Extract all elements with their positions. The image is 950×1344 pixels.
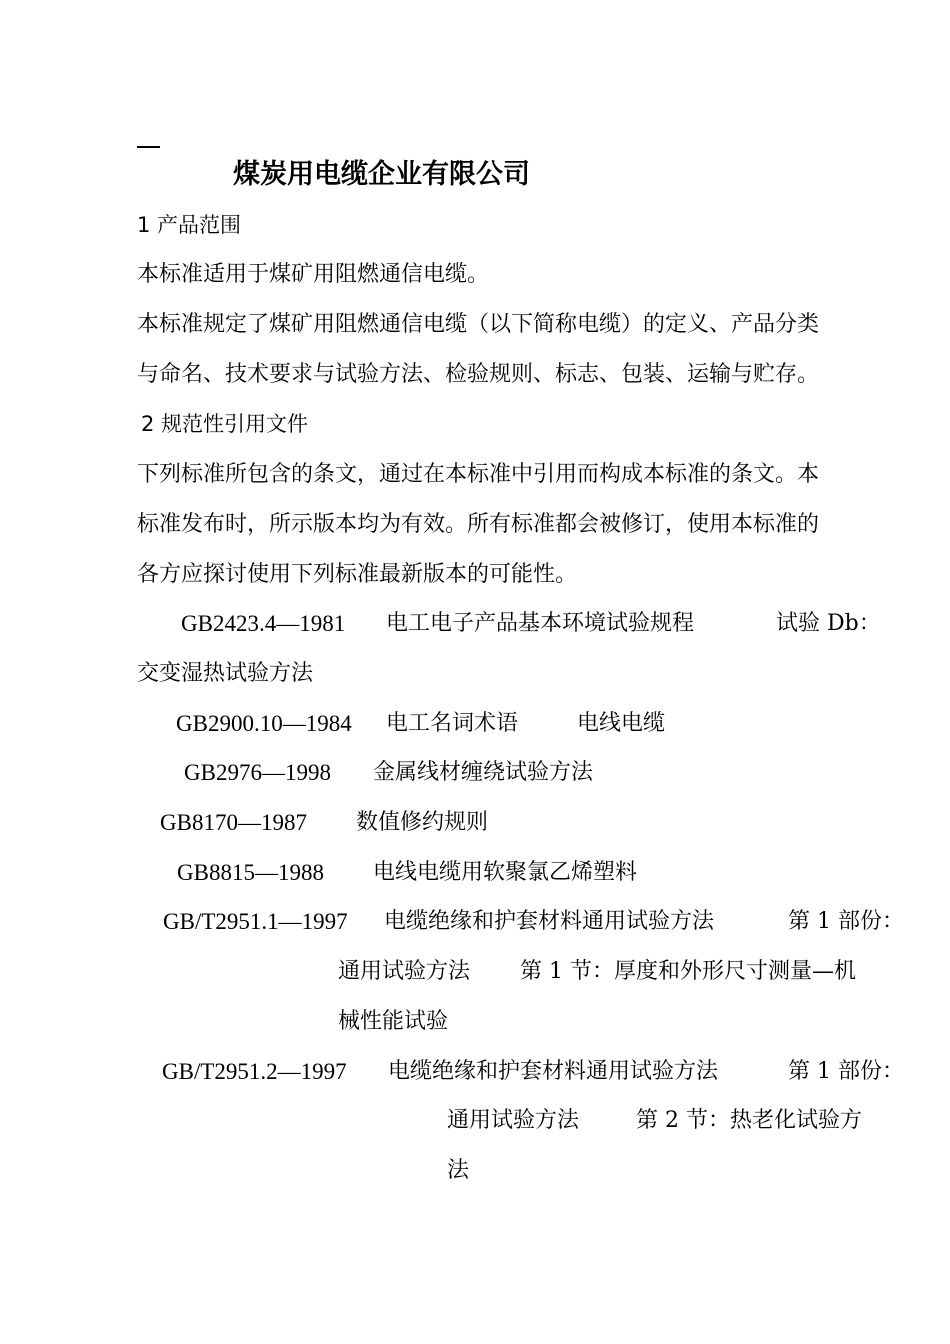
ref-7-continuation-3: 法 [447, 1158, 470, 1183]
document-title: 煤炭用电缆企业有限公司 [233, 159, 530, 190]
header-dash [137, 146, 160, 148]
ref-3-code: GB2976—1998 [184, 760, 331, 785]
ref-6-continuation-2: 第 1 节：厚度和外形尺寸测量—机 [520, 959, 856, 984]
ref-2-code: GB2900.10—1984 [176, 711, 352, 736]
ref-5-title: 电线电缆用软聚氯乙烯塑料 [373, 860, 638, 885]
ref-2-extra: 电线电缆 [577, 711, 666, 736]
ref-6-continuation-3: 械性能试验 [338, 1009, 449, 1034]
ref-1-continuation: 交变湿热试验方法 [137, 661, 314, 686]
ref-7-continuation-1: 通用试验方法 [447, 1108, 580, 1133]
ref-6-continuation-1: 通用试验方法 [338, 959, 471, 984]
ref-5-code: GB8815—1988 [177, 860, 324, 885]
section-1-heading: 1 产品范围 [137, 213, 242, 237]
section-1-paragraph-2-line-2: 与命名、技术要求与试验方法、检验规则、标志、包装、运输与贮存。 [137, 362, 820, 387]
ref-1-extra: 试验 Db： [776, 611, 881, 636]
ref-1-title: 电工电子产品基本环境试验规程 [386, 611, 695, 636]
ref-6-title: 电缆绝缘和护套材料通用试验方法 [384, 909, 715, 934]
ref-6-extra: 第 1 部份： [788, 909, 904, 934]
section-2-heading: 2 规范性引用文件 [141, 412, 309, 436]
ref-4-code: GB8170—1987 [160, 810, 307, 835]
section-1-paragraph-1: 本标准适用于煤矿用阻燃通信电缆。 [137, 262, 490, 287]
ref-7-continuation-2: 第 2 节：热老化试验方 [636, 1108, 862, 1133]
ref-3-title: 金属线材缠绕试验方法 [373, 760, 594, 785]
ref-7-code: GB/T2951.2—1997 [162, 1059, 347, 1084]
ref-7-title: 电缆绝缘和护套材料通用试验方法 [388, 1059, 719, 1084]
section-1-paragraph-2-line-1: 本标准规定了煤矿用阻燃通信电缆（以下简称电缆）的定义、产品分类 [137, 312, 820, 337]
section-2-paragraph-line-2: 标准发布时，所示版本均为有效。所有标准都会被修订，使用本标准的 [137, 512, 820, 537]
ref-1-code: GB2423.4—1981 [181, 611, 346, 636]
ref-4-title: 数值修约规则 [356, 810, 489, 835]
ref-2-title: 电工名词术语 [386, 711, 519, 736]
ref-6-code: GB/T2951.1—1997 [163, 909, 348, 934]
section-2-paragraph-line-1: 下列标准所包含的条文，通过在本标准中引用而构成本标准的条文。本 [137, 462, 820, 487]
ref-7-extra: 第 1 部份： [788, 1059, 904, 1084]
section-2-paragraph-line-3: 各方应探讨使用下列标准最新版本的可能性。 [137, 562, 578, 587]
